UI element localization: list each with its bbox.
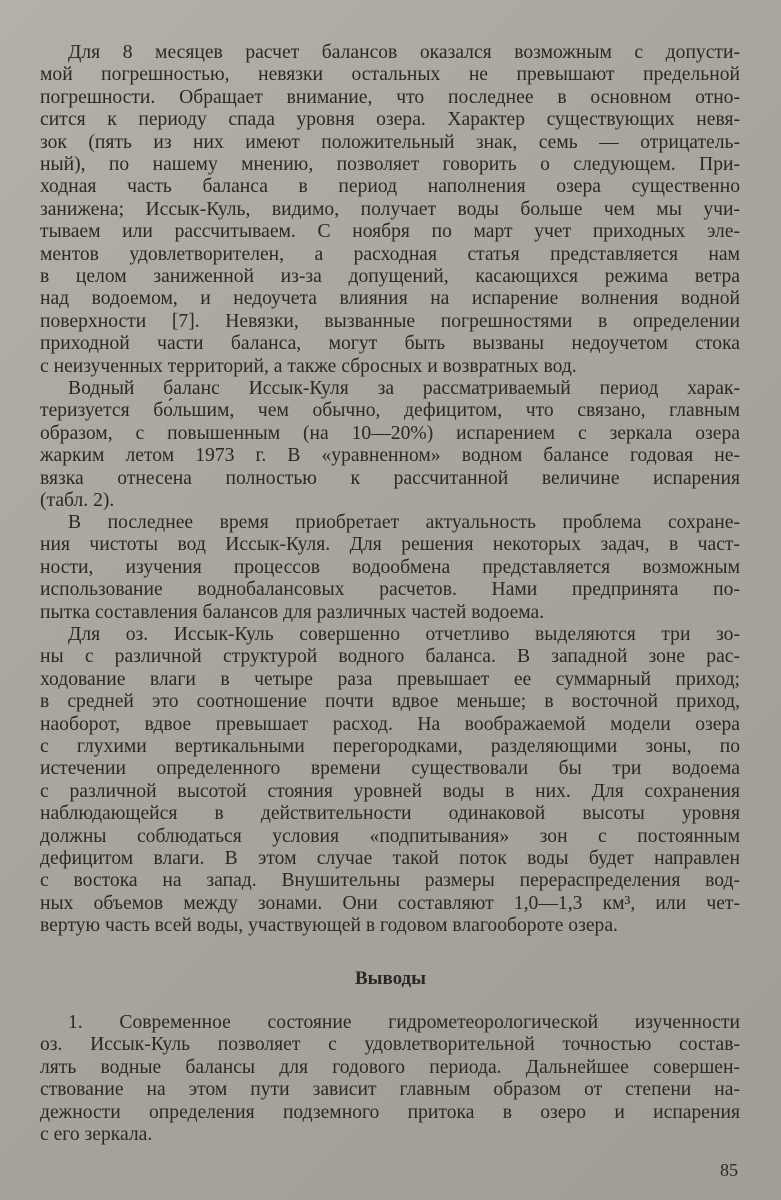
text-line: ности, изучения процессов водообмена представляется возможным bbox=[40, 556, 740, 578]
text-line: наблюдающейся в действительности одинаковой высоты уровня bbox=[40, 803, 740, 825]
paragraph-3 bbox=[40, 512, 740, 624]
paragraph-3-text bbox=[40, 512, 740, 624]
text-line: Водный баланс Иссык-Куля за рассматриваемый период харак- bbox=[68, 378, 740, 399]
text-line: ния чистоты вод Иссык-Куля. Для решения некоторых задач, в част- bbox=[40, 534, 740, 556]
section-heading: Выводы bbox=[354, 968, 427, 989]
text-line: 1. Современное состояние гидрометеорологической изученности bbox=[68, 1012, 740, 1033]
text-line: должны соблюдаться условия «подпитывания» зон с постоянным bbox=[40, 825, 740, 847]
text-line: Для 8 месяцев расчет балансов оказался возможным с допусти- bbox=[68, 42, 740, 63]
text-line: лять водные балансы для годового периода. Дальнейшее совершен- bbox=[40, 1056, 740, 1078]
text-line: ствование на этом пути зависит главным образом от степени на- bbox=[40, 1079, 740, 1101]
text-line: над водоемом, и недоучета влияния на испарение волнения водной bbox=[40, 288, 740, 310]
text-line: ны с различной структурой водного баланса. В западной зоне рас- bbox=[40, 646, 740, 668]
text-line: поверхности [7]. Невязки, вызванные погрешностями в определении bbox=[40, 310, 740, 332]
text-line: с различной высотой стояния уровней воды в них. Для сохранения bbox=[40, 780, 740, 802]
text-line: наоборот, вдвое превышает расход. На воображаемой модели озера bbox=[40, 713, 740, 735]
text-line: вязка отнесена полностью к рассчитанной величине испарения bbox=[40, 467, 740, 489]
text-line: в целом заниженной из-за допущений, касающихся режима ветра bbox=[40, 266, 740, 288]
text-line: с востока на запад. Внушительны размеры перераспределения вод- bbox=[40, 870, 740, 892]
text-line: погрешности. Обращает внимание, что последнее в основном отно- bbox=[40, 86, 740, 108]
page-number: 85 bbox=[720, 1160, 738, 1180]
text-line: в средней это соотношение почти вдвое меньше; в восточной приход, bbox=[40, 691, 740, 713]
text-line: пытка составления балансов для различных частей водоема. bbox=[40, 601, 545, 623]
conclusion-text bbox=[40, 1012, 740, 1146]
text-line: истечении определенного времени существовали бы три водоема bbox=[40, 758, 740, 780]
text-line: В последнее время приобретает актуальность проблема сохране- bbox=[68, 512, 740, 533]
text-line: с неизученных территорий, а также сбросных и возвратных вод. bbox=[40, 355, 577, 377]
text-line: тываем или рассчитываем. С ноября по март учет приходных эле- bbox=[40, 221, 740, 243]
text-line: ходная часть баланса в период наполнения озера существенно bbox=[40, 176, 740, 198]
text-line: ходование влаги в четыре раза превышает ее суммарный приход; bbox=[40, 668, 740, 690]
text-line: ный), по нашему мнению, позволяет говорить о следующем. При- bbox=[40, 154, 740, 176]
text-line: оз. Иссык-Куль позволяет с удовлетворительной точностью состав- bbox=[40, 1034, 740, 1056]
paragraph-4-text bbox=[40, 624, 740, 938]
text-line: образом, с повышенным (на 10—20%) испарением с зеркала озера bbox=[40, 422, 740, 444]
text-line: Для оз. Иссык-Куль совершенно отчетливо выделяются три зо- bbox=[68, 624, 740, 645]
text-line: дефицитом влаги. В этом случае такой поток воды будет направлен bbox=[40, 848, 740, 870]
paragraph-2-text bbox=[40, 378, 740, 512]
text-line: с глухими вертикальными перегородками, разделяющими зоны, по bbox=[40, 736, 740, 758]
text-line: теризуется бо́льшим, чем обычно, дефицитом, что связано, главным bbox=[40, 400, 740, 422]
text-line: дежности определения подземного притока в озеро и испарения bbox=[40, 1101, 740, 1123]
text-line: ных объемов между зонами. Они составляют 1,0—1,3 км³, или чет- bbox=[40, 892, 740, 914]
text-line: мой погрешностью, невязки остальных не превышают предельной bbox=[40, 64, 740, 86]
text-line: ментов удовлетворителен, а расходная статья представляется нам bbox=[40, 243, 740, 265]
paragraph-2 bbox=[40, 378, 740, 512]
text-line: (табл. 2). bbox=[40, 490, 115, 512]
text-line: с его зеркала. bbox=[40, 1124, 153, 1146]
text-line: занижена; Иссык-Куль, видимо, получает воды больше чем мы учи- bbox=[40, 198, 740, 220]
text-line: жарким летом 1973 г. В «уравненном» водном балансе годовая не- bbox=[40, 445, 740, 467]
conclusion-item-1 bbox=[40, 1012, 740, 1146]
text-line: зок (пять из них имеют положительный знак, семь — отрицатель- bbox=[40, 131, 740, 153]
paragraph-4 bbox=[40, 624, 740, 938]
text-line: сится к периоду спада уровня озера. Характер существующих невя- bbox=[40, 109, 740, 131]
text-line: использование воднобалансовых расчетов. Нами предпринята по- bbox=[40, 579, 740, 601]
paragraph-1-text bbox=[40, 42, 740, 378]
text-line: вертую часть всей воды, участвующей в годовом влагообороте озера. bbox=[40, 915, 618, 937]
text-line: приходной части баланса, могут быть вызваны недоучетом стока bbox=[40, 333, 740, 355]
paragraph-1 bbox=[40, 42, 740, 378]
